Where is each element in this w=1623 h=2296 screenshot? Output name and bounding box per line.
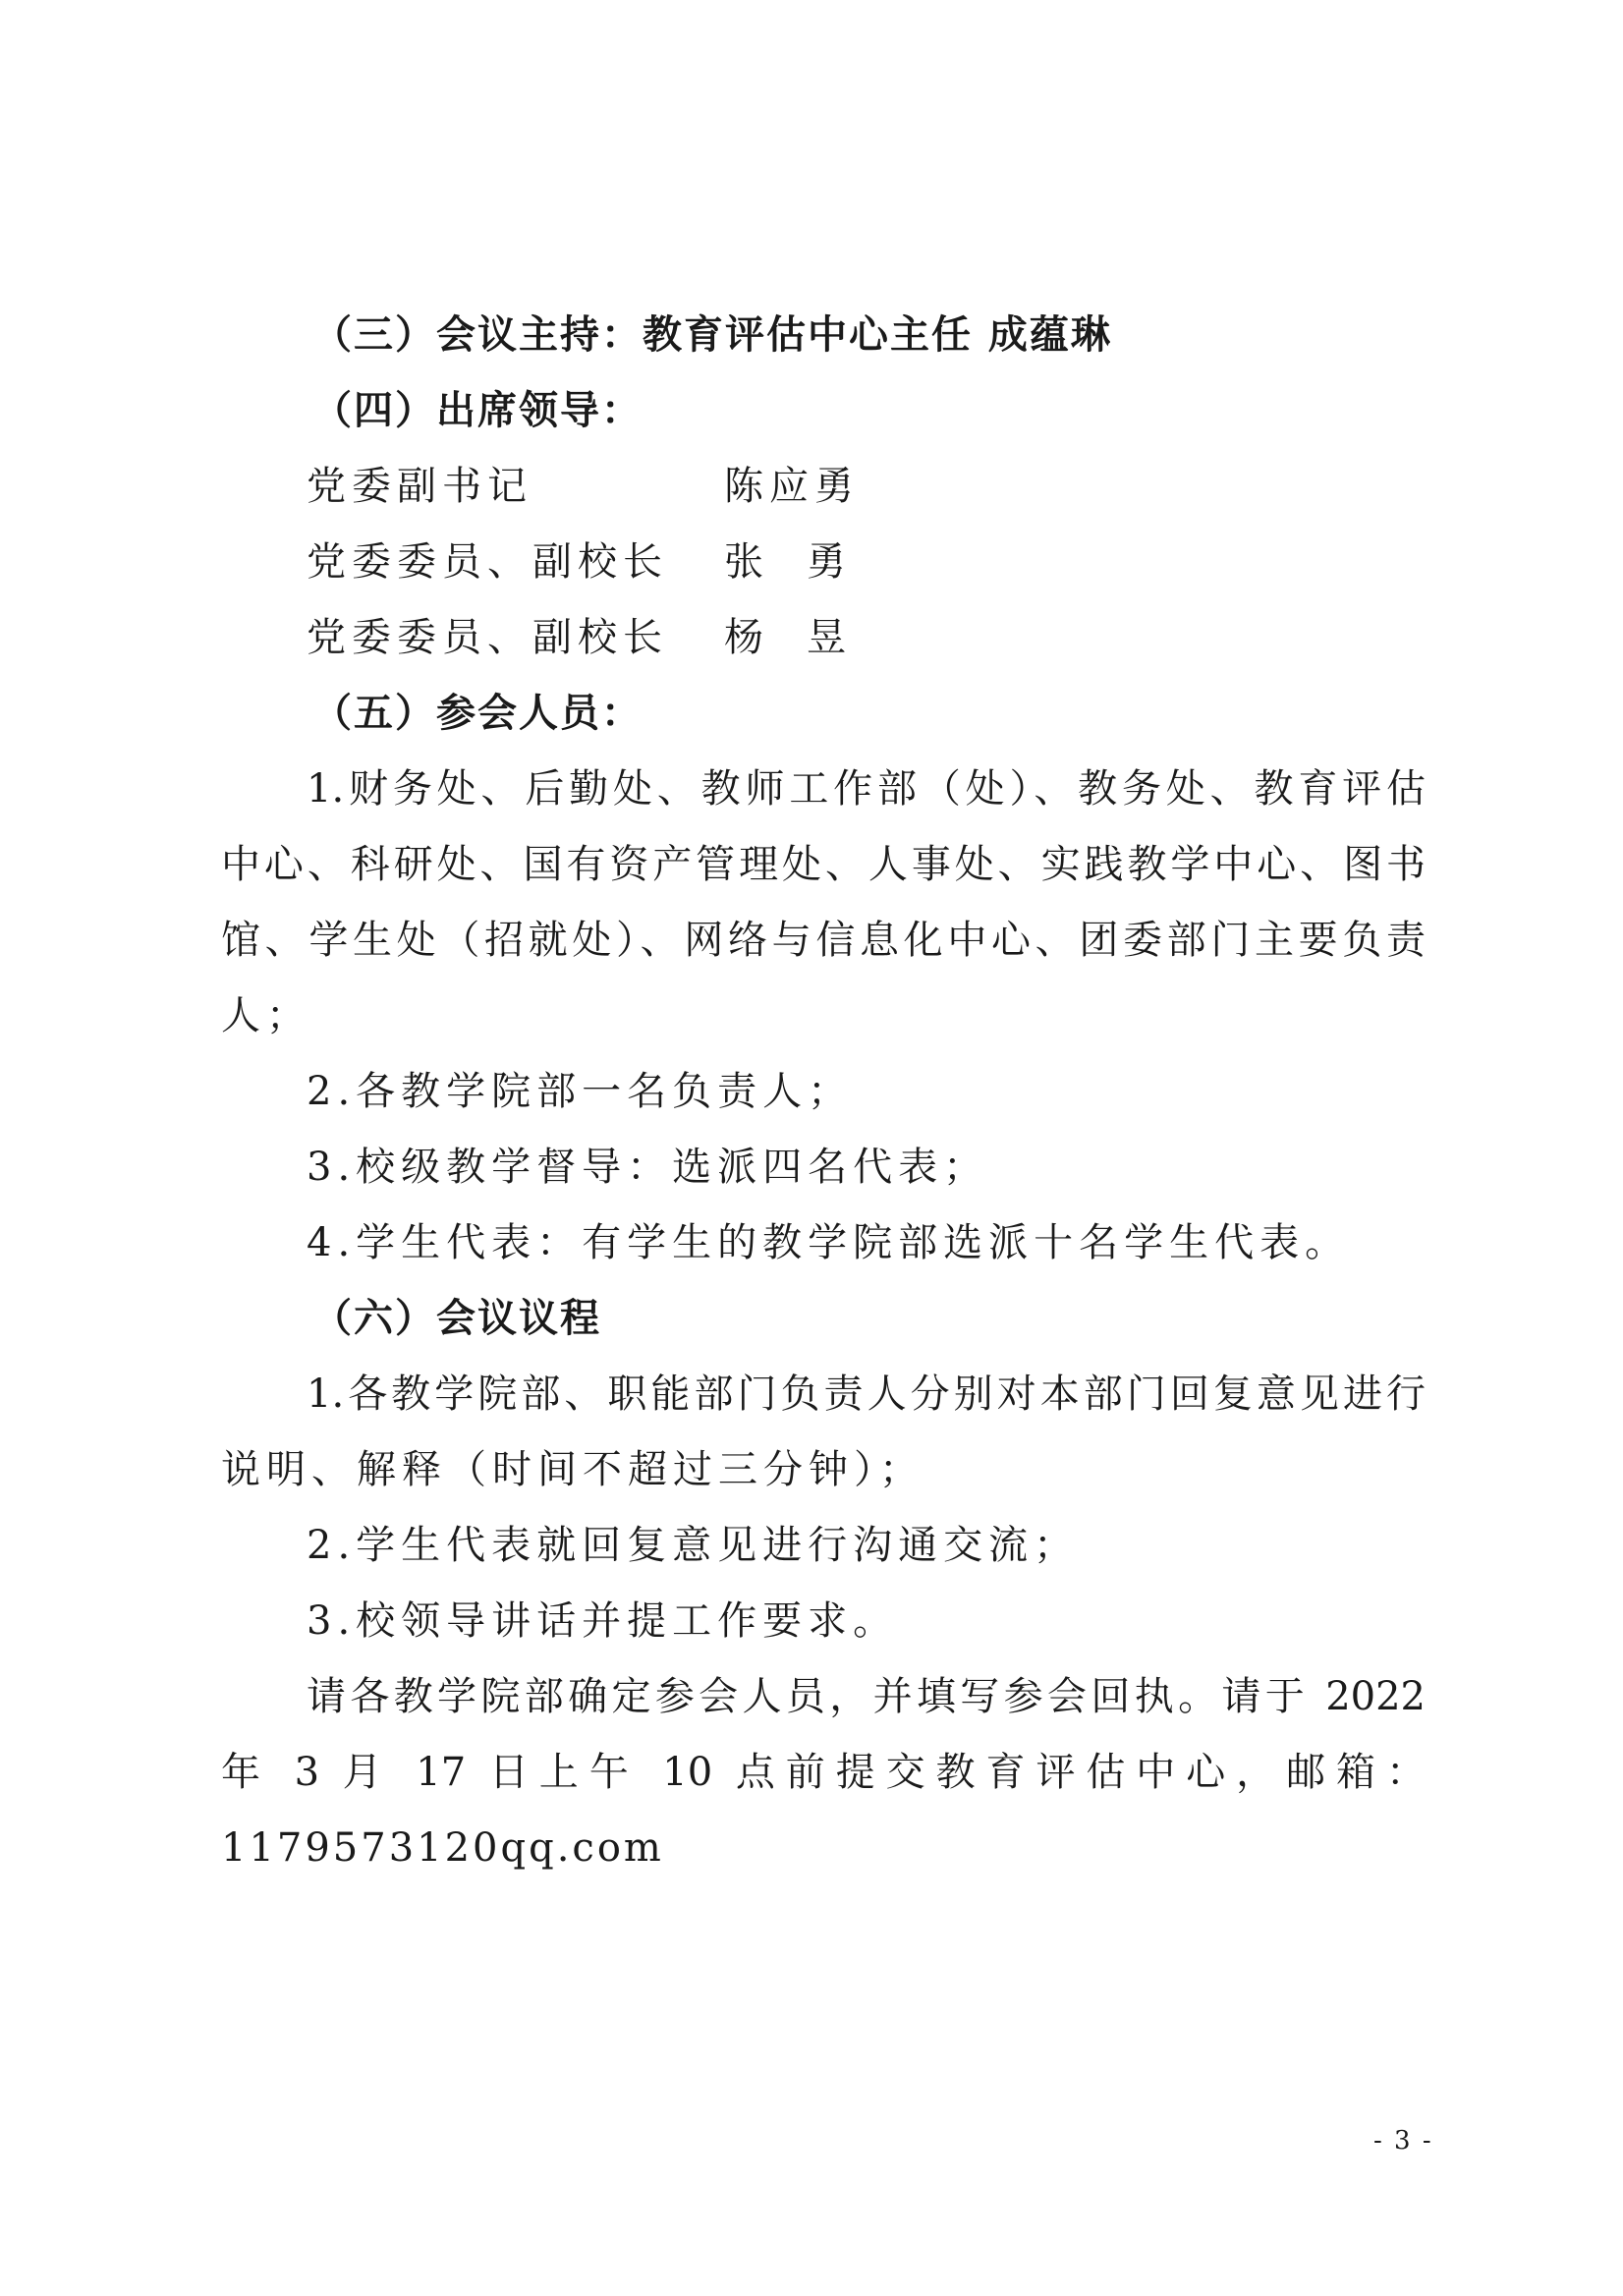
attendee-item-1-line: 中心、科研处、国有资产管理处、人事处、实践教学中心、图书	[221, 842, 1426, 887]
leader-name: 张勇	[724, 539, 889, 585]
attendee-item-1-line: 馆、学生处（招就处）、网络与信息化中心、团委部门主要负责	[221, 918, 1426, 963]
attendee-item-4: 4.学生代表：有学生的教学院部选派十名学生代表。	[307, 1220, 1351, 1265]
leader-role: 党委委员、副校长	[307, 539, 668, 585]
section-three-host: （三）会议主持：教育评估中心主任 成蕴琳	[312, 311, 1112, 358]
page-number: - 3 -	[1373, 2126, 1433, 2156]
agenda-item-1-line: 说明、解释（时间不超过三分钟）；	[221, 1447, 924, 1492]
section-four-leaders: （四）出席领导：	[312, 387, 643, 433]
agenda-item-2: 2.学生代表就回复意见进行沟通交流；	[307, 1523, 1080, 1568]
section-five-attendees: （五）参会人员：	[312, 690, 643, 736]
agenda-item-3: 3.校领导讲话并提工作要求。	[307, 1598, 899, 1644]
leader-name: 杨昱	[724, 615, 889, 660]
agenda-item-1-line: 1.各教学院部、职能部门负责人分别对本部门回复意见进行	[307, 1372, 1426, 1417]
attendee-item-3: 3.校级教学督导：选派四名代表；	[307, 1145, 989, 1190]
notice-line: 年 3 月 17 日上午 10 点前提交教育评估中心，邮箱：	[221, 1750, 1426, 1795]
leader-role: 党委副书记	[307, 464, 532, 509]
leader-name: 陈应勇	[724, 464, 860, 509]
attendee-item-1-line: 1.财务处、后勤处、教师工作部（处）、教务处、教育评估	[307, 766, 1426, 812]
attendee-item-1-line: 人；	[221, 993, 311, 1038]
leader-role: 党委委员、副校长	[307, 615, 668, 660]
notice-email: 1179573120qq.com	[221, 1825, 664, 1871]
section-six-agenda: （六）会议议程	[312, 1295, 601, 1341]
notice-line: 请各教学院部确定参会人员，并填写参会回执。请于 2022	[307, 1674, 1426, 1719]
attendee-item-2: 2.各教学院部一名负责人；	[307, 1069, 854, 1114]
